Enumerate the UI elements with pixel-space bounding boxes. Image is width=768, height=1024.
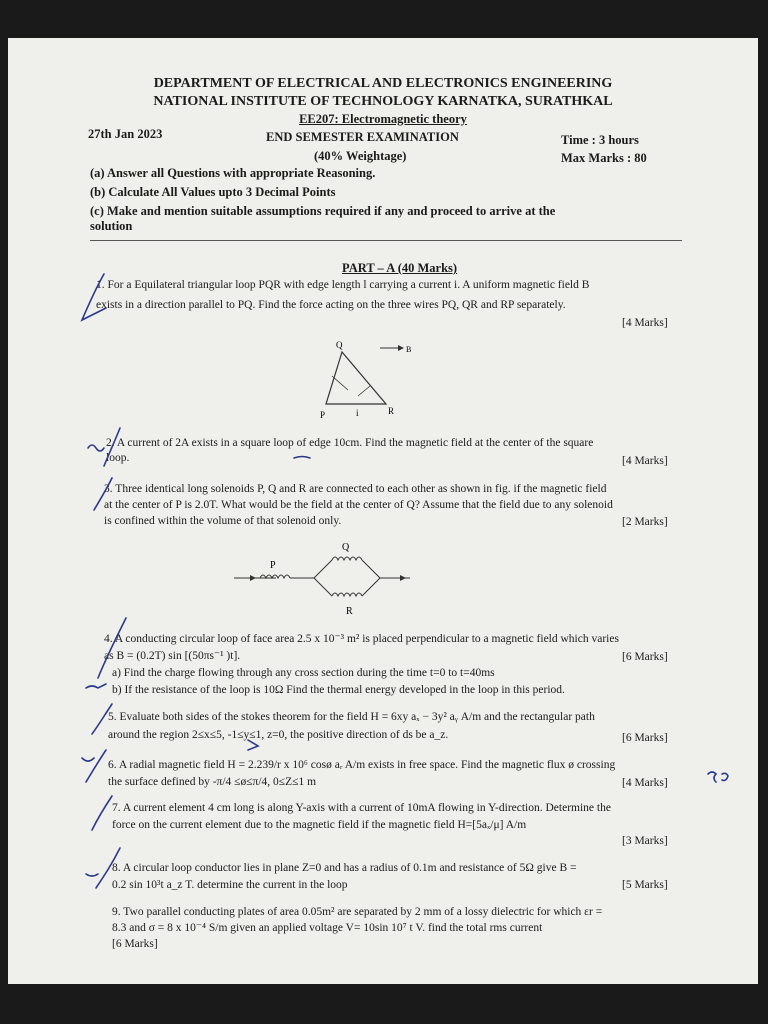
part-a-title: PART – A (40 Marks): [342, 261, 458, 275]
exam-title: END SEMESTER EXAMINATION: [266, 130, 459, 144]
q4-part-a: a) Find the charge flowing through any cross section during the time t=0 to t=40ms: [112, 667, 495, 679]
instruction-a: (a) Answer all Questions with appropriate Reasoning.: [90, 166, 376, 180]
q9-line1: 9. Two parallel conducting plates of area 0.05m² are separated by 2 mm of a lossy dielectric for which εr =: [112, 906, 603, 918]
q5-line1: 5. Evaluate both sides of the stokes theorem for the field H = 6xy aₓ − 3y² aᵧ A/m and the rectangular path: [108, 711, 595, 723]
q3-line1: 3. Three identical long solenoids P, Q and R are connected to each other as shown in fig. if the magnetic field: [104, 483, 607, 495]
q4-part-b: b) If the resistance of the loop is 10Ω Find the thermal energy developed in the loop in this period.: [112, 684, 565, 696]
q5-marks: [6 Marks]: [622, 732, 668, 744]
handwritten-annotations: [8, 38, 758, 984]
fig1-label-r: R: [388, 406, 395, 416]
q6-line1: 6. A radial magnetic field H = 2.239/r x 10⁶ cosø aᵣ A/m exists in free space. Find the magnetic flux ø crossing: [108, 759, 616, 771]
q7-line2: force on the current element due to the magnetic field if the magnetic field H=[5aₓ/μ] A/m: [112, 819, 527, 831]
fig2-label-r: R: [346, 606, 353, 617]
q2-marks: [4 Marks]: [622, 455, 668, 467]
department-heading: DEPARTMENT OF ELECTRICAL AND ELECTRONICS ENGINEERING: [153, 76, 613, 91]
q5-line2: around the region 2≤x≤5, -1≤y≤1, z=0, the positive direction of ds be a_z.: [108, 729, 449, 741]
q4-line1: 4. A conducting circular loop of face area 2.5 x 10⁻³ m² is placed perpendicular to a magnetic field which varies: [104, 633, 619, 645]
q3-line3: is confined within the volume of that solenoid only.: [104, 515, 342, 527]
fig1-label-b: B: [406, 345, 412, 354]
q4-marks: [6 Marks]: [622, 651, 668, 663]
exam-date: 27th Jan 2023: [88, 127, 163, 141]
fig1-label-q: Q: [336, 340, 343, 350]
fig1-label-p: P: [320, 410, 326, 420]
instruction-b: (b) Calculate All Values upto 3 Decimal Points: [90, 185, 336, 199]
exam-weightage: (40% Weightage): [314, 149, 407, 163]
q4-line2: as B = (0.2T) sin [(50πs⁻¹ )t].: [104, 650, 241, 662]
q2-line2: loop.: [106, 452, 130, 464]
fig2-label-q: Q: [342, 542, 350, 553]
q8-line1: 8. A circular loop conductor lies in plane Z=0 and has a radius of 0.1m and resistance of 5Ω give B =: [112, 862, 577, 874]
fig1-label-i: i: [356, 408, 359, 418]
instruction-c: (c) Make and mention suitable assumptions required if any and proceed to arrive at the: [90, 204, 556, 218]
q1-line2: exists in a direction parallel to PQ. Find the force acting on the three wires PQ, QR and RP separately.: [96, 299, 566, 311]
q2-line1: 2. A current of 2A exists in a square loop of edge 10cm. Find the magnetic field at the center of the square: [106, 437, 594, 449]
q3-line2: at the center of P is 2.0T. What would be the field at the center of Q? Assume that the field due to any solenoid: [104, 499, 613, 511]
q6-marks: [4 Marks]: [622, 777, 668, 789]
max-marks: Max Marks : 80: [561, 151, 647, 165]
q7-line1: 7. A current element 4 cm long is along Y-axis with a current of 10mA flowing in Y-direction. Determine the: [112, 802, 611, 814]
q8-marks: [5 Marks]: [622, 879, 668, 891]
course-title: EE207: Electromagnetic theory: [299, 112, 467, 126]
q8-line2: 0.2 sin 10³t a_z T. determine the current in the loop: [112, 879, 348, 891]
q6-line2: the surface defined by -π/4 ≤ø≤π/4, 0≤Z≤1 m: [108, 776, 317, 788]
exam-time: Time : 3 hours: [561, 133, 639, 147]
q1-marks: [4 Marks]: [622, 317, 668, 329]
exam-paper: [8, 38, 758, 984]
q9-line2: 8.3 and σ = 8 x 10⁻⁴ S/m given an applied voltage V= 10sin 10⁷ t V. find the total rms current: [112, 922, 543, 934]
instruction-c-cont: solution: [90, 219, 133, 233]
q1-line1: 1. For a Equilateral triangular loop PQR with edge length l carrying a current i. A uniform magnetic field B: [96, 279, 590, 291]
q7-marks: [3 Marks]: [622, 835, 668, 847]
q9-marks: [6 Marks]: [112, 938, 158, 950]
q3-marks: [2 Marks]: [622, 516, 668, 528]
fig2-label-p: P: [270, 560, 276, 571]
institute-heading: NATIONAL INSTITUTE OF TECHNOLOGY KARNATKA, SURATHKAL: [153, 94, 613, 109]
